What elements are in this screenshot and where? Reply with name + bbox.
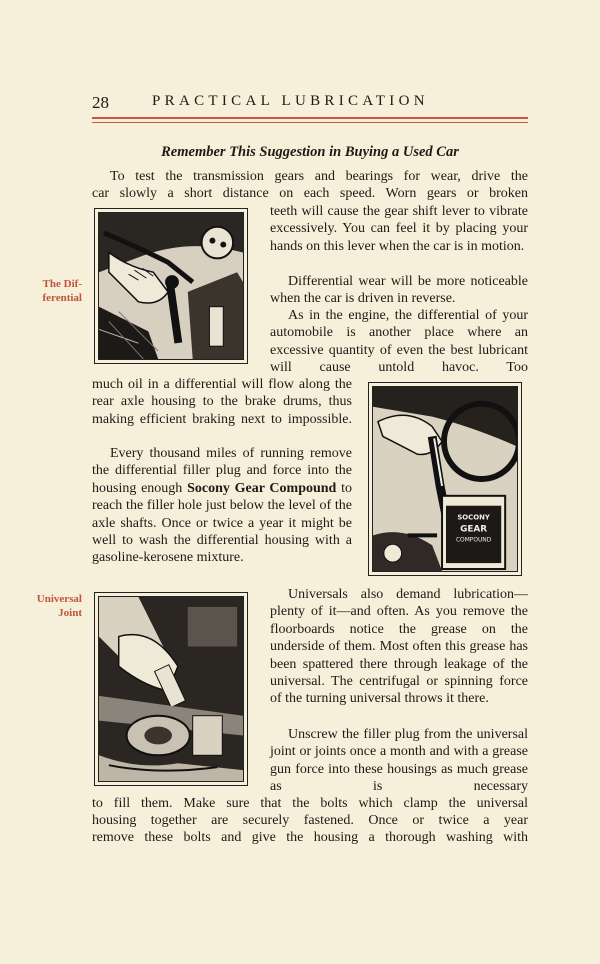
can-label-line: COMPOUND	[455, 537, 492, 544]
can-label-line: GEAR	[460, 524, 488, 535]
running-title: PRACTICAL LUBRICATION	[152, 93, 429, 109]
margin-note-line: Universal	[36, 593, 82, 605]
product-name: Socony Gear Compound	[187, 480, 337, 496]
universal-joint-illustration	[94, 592, 248, 786]
gear-shift-illustration	[94, 208, 248, 364]
paragraph-text: to reach the filler hole just below the level of the axle shafts. Once or twice a year it might be well to wash the differential housing with a gasoline-kerosene mixture.	[92, 480, 352, 566]
paragraph-3-wrap: As in the engine, the differential of your automobile is another place where an excessive quantity of even the best lubricant will cause untold havoc. Too	[270, 308, 528, 376]
can-label-line: SOCONY	[457, 513, 490, 522]
paragraph-line: remove these bolts and give the housing a thorough washing with	[92, 830, 528, 845]
gear-compound-illustration	[368, 382, 522, 576]
paragraph-4	[92, 445, 352, 567]
paragraph-wrap-1: teeth will cause the gear shift lever to vibrate excessively. You can feel it by placing your hands on this lever when the car is in motion.	[270, 204, 528, 254]
universal-joint-drawing	[98, 596, 244, 782]
paragraph-line: To test the transmission gears and bearings for wear, drive the	[110, 169, 528, 184]
paragraph-5: Universals also demand lubrication—plenty of it—and often. As you remove the floorboards notice the grease on the underside of them. Most often this grease has been spattered there through leakage of the universal. The centrifugal or spinning force of the turning universal throws it there.	[270, 587, 528, 707]
margin-note-line: Joint	[58, 607, 82, 619]
margin-note-line: ferential	[42, 292, 82, 304]
section-heading: Remember This Suggestion in Buying a Used Car	[161, 144, 459, 160]
paragraph-line: car slowly a short distance on each speed. Worn gears or broken	[92, 186, 528, 201]
margin-note-differential	[30, 277, 82, 305]
paragraph-text: Every thousand miles of running remove the differential filler plug and force into the housing enough	[92, 446, 352, 496]
gear-shift-drawing	[98, 212, 244, 360]
margin-note-universal-joint	[30, 592, 82, 620]
header-rule-thick	[92, 117, 528, 119]
margin-note-line: The Dif-	[42, 278, 82, 290]
gear-compound-drawing	[372, 386, 518, 572]
page-number: 28	[92, 93, 109, 112]
page-header	[92, 93, 528, 115]
paragraph-3-continued: much oil in a differential will flow along the rear axle housing to the brake drums, thus making efficient braking next to impossible.	[92, 377, 352, 427]
paragraph-2: Differential wear will be more noticeable when the car is driven in reverse.	[270, 274, 528, 307]
paragraph-line: housing together are securely fastened. Once or twice a year	[92, 813, 528, 828]
header-rule-thin	[92, 122, 528, 123]
paragraph-line: to fill them. Make sure that the bolts which clamp the universal	[92, 796, 528, 811]
paragraph-6-wrap: Unscrew the filler plug from the universal joint or joints once a month and with a grease gun force into these housings as much grease as is necessary	[270, 727, 528, 795]
